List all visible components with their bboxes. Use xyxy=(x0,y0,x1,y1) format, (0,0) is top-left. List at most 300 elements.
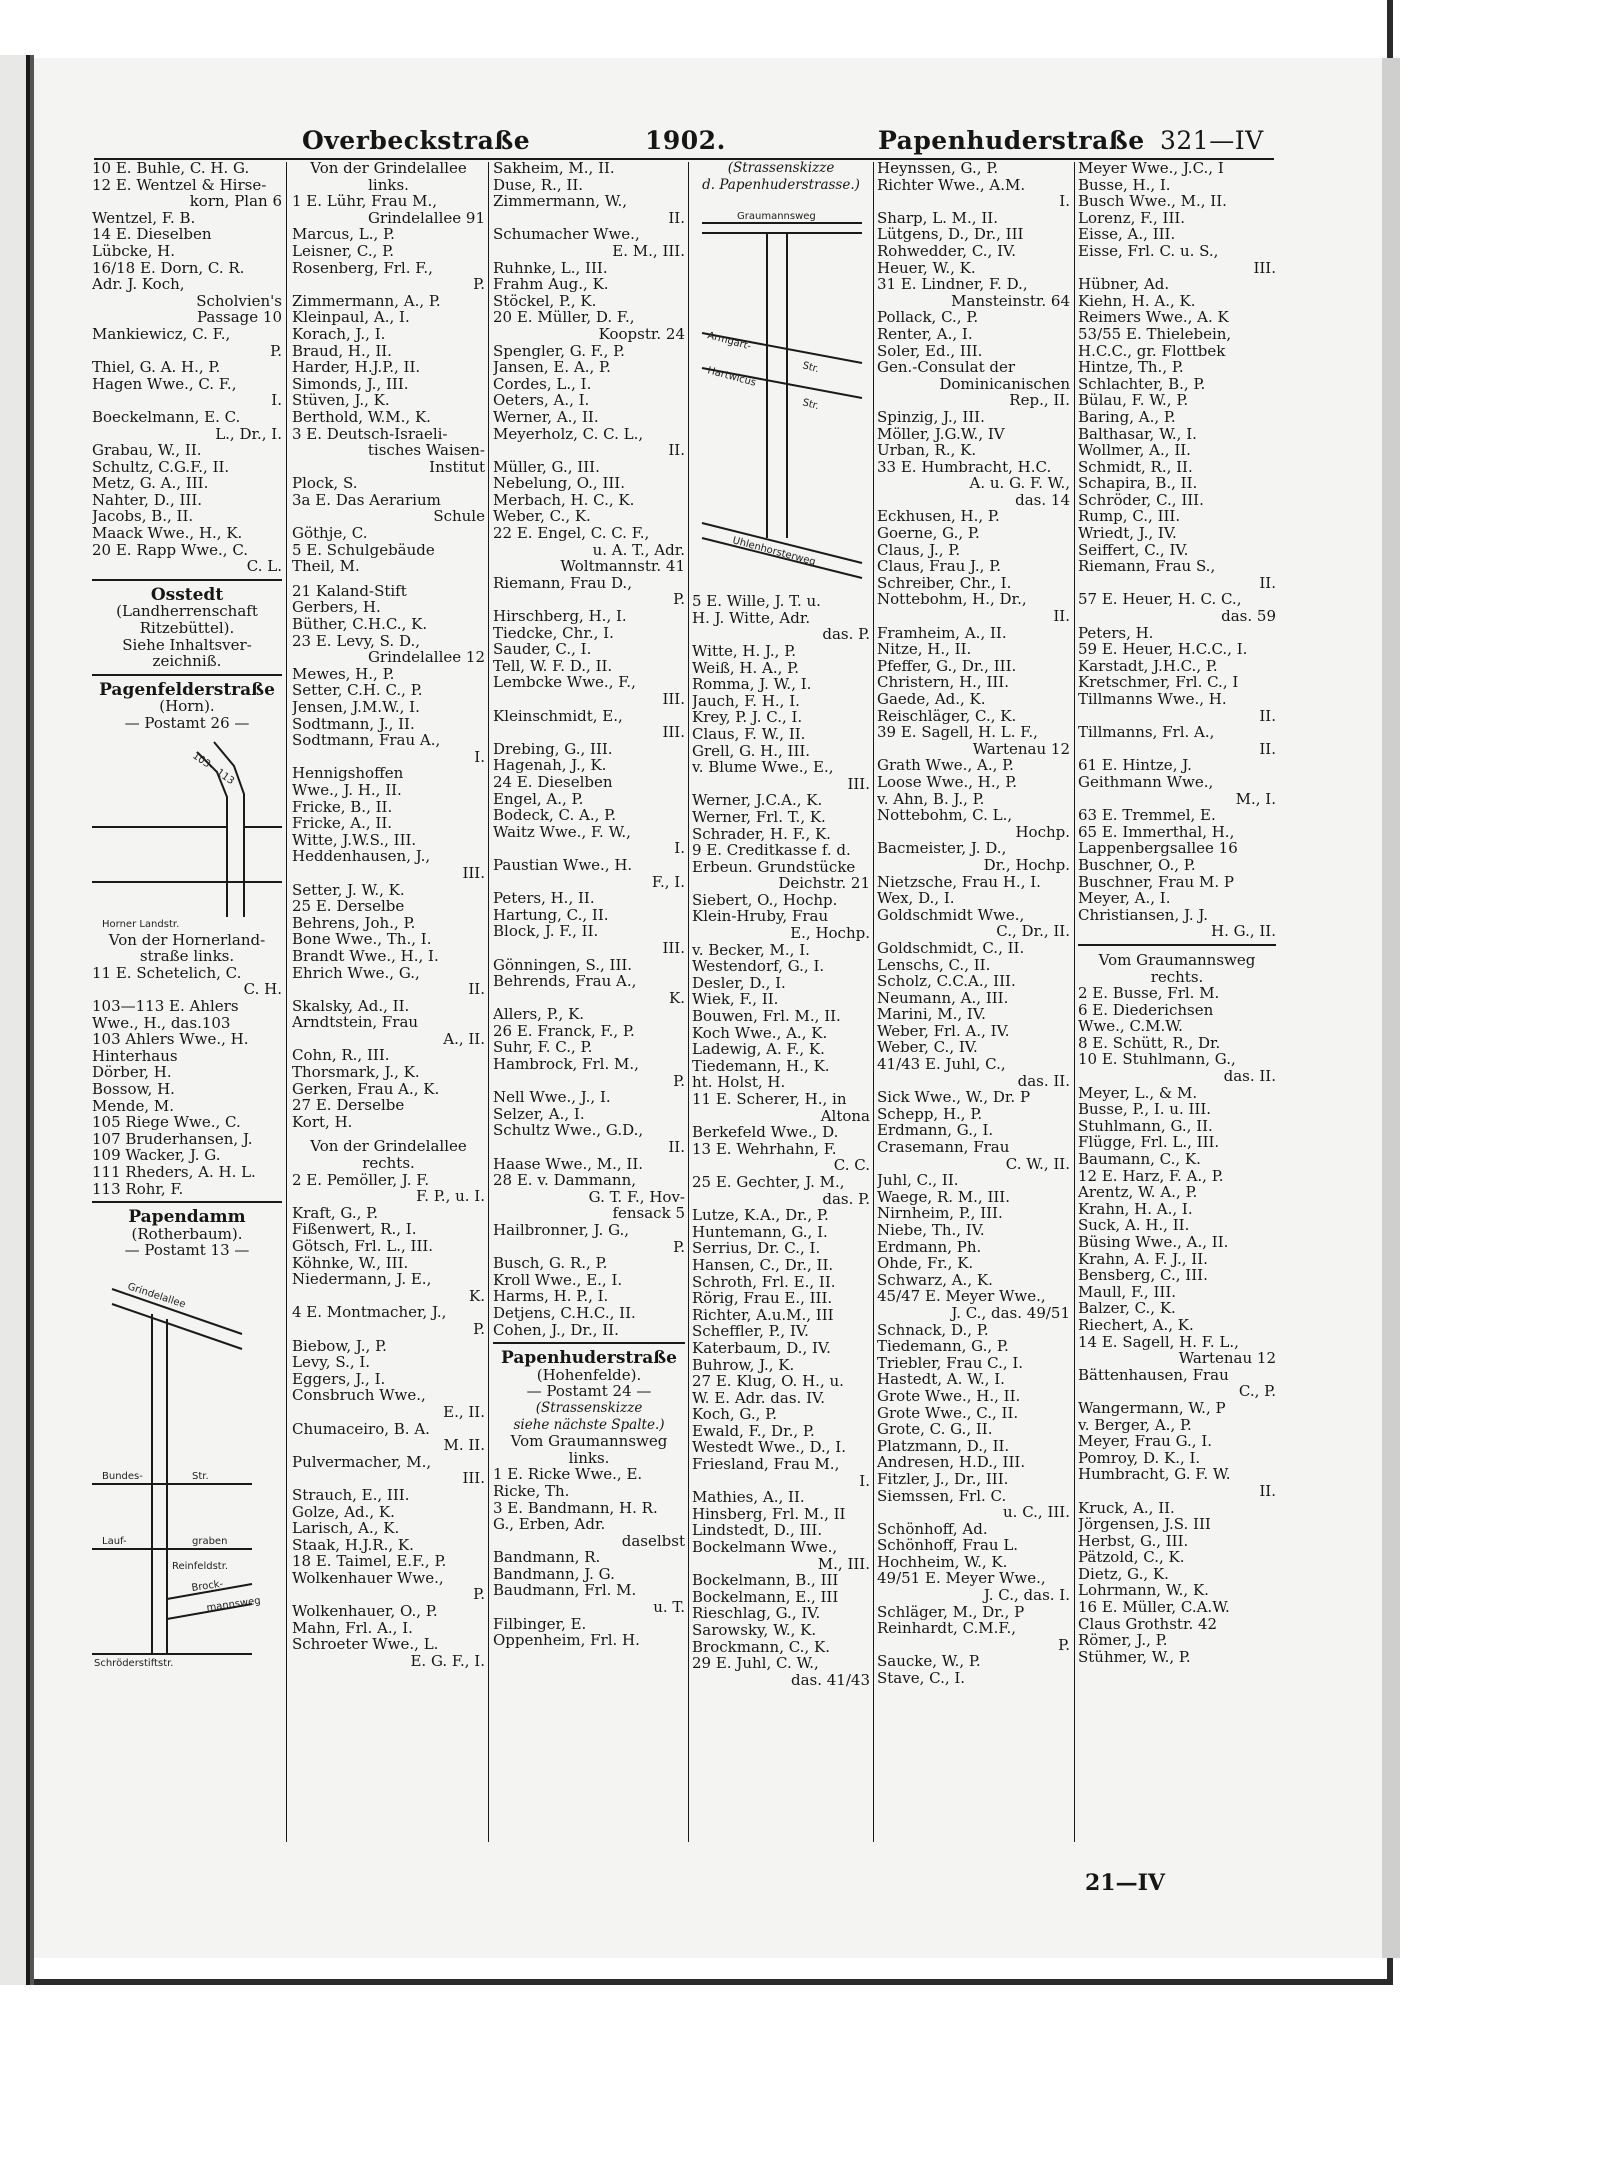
directory-entry: Cordes, L., I. xyxy=(493,374,592,393)
directory-entry: 20 E. Rapp Wwe., C. xyxy=(92,540,249,559)
directory-entry: Stöckel, P., K. xyxy=(493,291,597,310)
centered-note: — Postamt 13 — xyxy=(124,1241,250,1260)
directory-entry: Maack Wwe., H., K. xyxy=(92,524,243,543)
directory-entry: W. E. Adr. das. IV. xyxy=(692,1388,825,1407)
directory-entry: Levy, S., I. xyxy=(292,1353,371,1372)
directory-entry: Setter, J. W., K. xyxy=(292,880,405,899)
centered-note: Vom Graumannsweg xyxy=(1098,950,1256,969)
directory-entry: Boeckelmann, E. C. xyxy=(92,407,241,426)
directory-entry: Rörig, Frau E., III. xyxy=(692,1289,833,1308)
directory-entry: Fricke, A., II. xyxy=(292,814,393,833)
header-left-street: Overbeckstraße xyxy=(302,126,531,155)
directory-entry: Wolkenhauer Wwe., xyxy=(292,1568,444,1587)
directory-entry: Richter Wwe., A.M. xyxy=(877,175,1026,194)
street-label-graumannsweg: Graumannsweg xyxy=(737,211,816,223)
directory-entry: Goldschmidt, C., II. xyxy=(877,938,1025,957)
entry-continuation: K. xyxy=(469,1286,485,1305)
directory-entry: Theil, M. xyxy=(292,557,360,576)
directory-entry: Arentz, W. A., P. xyxy=(1078,1183,1198,1202)
directory-entry: Jacobs, B., II. xyxy=(92,507,194,526)
directory-entry: 3a E. Das Aerarium xyxy=(292,490,441,509)
directory-entry: 41/43 E. Juhl, C., xyxy=(877,1055,1006,1074)
directory-entry: Tillmanns, Frl. A., xyxy=(1078,723,1215,742)
directory-entry: Bossow, H. xyxy=(92,1079,175,1098)
directory-column-5 xyxy=(877,160,1070,1860)
directory-entry: Herbst, G., III. xyxy=(1078,1531,1189,1550)
directory-entry: Marini, M., IV. xyxy=(877,1005,986,1024)
entry-continuation: C. H. xyxy=(243,980,282,999)
directory-entry: Niebe, Th., IV. xyxy=(877,1221,985,1239)
directory-entry: Stuhlmann, G., II. xyxy=(1078,1116,1213,1135)
directory-entry: Sarowsky, W., K. xyxy=(692,1621,817,1639)
directory-entry: Busch Wwe., M., II. xyxy=(1078,192,1227,211)
directory-entry: Westendorf, G., I. xyxy=(692,957,825,976)
column-rule-1 xyxy=(286,162,287,1842)
directory-entry: Kretschmer, Frl. C., I xyxy=(1078,673,1239,692)
directory-entry: Oeters, A., I. xyxy=(493,391,590,410)
sketch-svg-papendamm xyxy=(92,1259,282,1669)
directory-entry: Baring, A., P. xyxy=(1078,407,1176,426)
entry-continuation: E. M., III. xyxy=(612,241,685,260)
directory-entry: 53/55 E. Thielebein, xyxy=(1078,324,1232,343)
directory-entry: Waege, R. M., III. xyxy=(877,1187,1010,1206)
directory-entry: Platzmann, D., II. xyxy=(877,1436,1010,1455)
section-separator xyxy=(493,1342,685,1344)
directory-entry: Krahn, A. F. J., II. xyxy=(1078,1249,1208,1268)
entry-continuation: G. T. F., Hov- xyxy=(588,1187,685,1206)
directory-entry: 20 E. Müller, D. F., xyxy=(493,308,635,327)
entry-continuation: II. xyxy=(1259,739,1276,758)
directory-entry: Wwe., C.M.W. xyxy=(1078,1017,1183,1036)
entry-continuation: das. II. xyxy=(1223,1067,1276,1086)
directory-entry: Ricke, Th. xyxy=(493,1481,570,1500)
directory-entry: Nahter, D., III. xyxy=(92,490,203,509)
centered-note: links. xyxy=(568,1448,610,1467)
directory-entry: Marcus, L., P. xyxy=(292,225,395,244)
directory-entry: Rieschlag, G., IV. xyxy=(692,1604,821,1623)
directory-entry: Scholz, C.C.A., III. xyxy=(877,972,1016,991)
directory-entry: Ewald, F., Dr., P. xyxy=(692,1421,815,1440)
directory-entry: Buhrow, J., K. xyxy=(692,1355,795,1374)
directory-entry: Nietzsche, Frau H., I. xyxy=(877,872,1041,891)
street-sketch-papendamm xyxy=(92,1259,282,1669)
header-right-street: Papenhuderstraße xyxy=(878,126,1145,155)
directory-entry: 61 E. Hintze, J. xyxy=(1078,756,1192,775)
directory-entry: Grote Wwe., C., II. xyxy=(877,1403,1019,1422)
directory-entry: Schroeter Wwe., L. xyxy=(292,1635,439,1654)
directory-entry: Hintze, Th., P. xyxy=(1078,358,1184,377)
directory-entry: 14 E. Dieselben xyxy=(92,225,212,244)
directory-entry: Grabau, W., II. xyxy=(92,441,202,460)
entry-continuation: Deichstr. 21 xyxy=(778,874,870,893)
directory-entry: Setter, C.H. C., P. xyxy=(292,681,423,700)
directory-entry: Peters, H., II. xyxy=(493,889,595,908)
directory-entry: Soler, Ed., III. xyxy=(877,341,983,360)
directory-entry: Gaede, Ad., K. xyxy=(877,690,986,708)
directory-entry: Behrends, Frau A., xyxy=(493,972,637,991)
directory-entry: Niedermann, J. E., xyxy=(292,1270,432,1289)
directory-entry: Allers, P., K. xyxy=(493,1005,585,1024)
entry-continuation: Mansteinstr. 64 xyxy=(951,291,1070,310)
directory-entry: v. Blume Wwe., E., xyxy=(692,758,834,777)
directory-entry: Urban, R., K. xyxy=(877,441,977,460)
directory-entry: Wwe., J. H., II. xyxy=(292,780,402,799)
directory-entry: Bandmann, R. xyxy=(493,1548,601,1567)
directory-entry: 10 E. Stuhlmann, G., xyxy=(1078,1050,1236,1069)
directory-entry: Sodtmann, J., II. xyxy=(292,714,415,733)
header-year: 1902. xyxy=(645,126,726,155)
directory-entry: Hirschberg, H., I. xyxy=(493,607,627,626)
directory-entry: Dörber, H. xyxy=(92,1063,172,1082)
entry-continuation: u. C., III. xyxy=(1003,1503,1070,1522)
directory-entry: Behrens, Joh., P. xyxy=(292,913,416,932)
entry-continuation: das. 59 xyxy=(1221,607,1276,626)
directory-entry: Frahm Aug., K. xyxy=(493,275,609,294)
entry-continuation: Wartenau 12 xyxy=(1178,1349,1276,1368)
directory-entry: Braud, H., II. xyxy=(292,341,392,360)
directory-column-3 xyxy=(493,160,685,1860)
previous-page-edge xyxy=(0,55,30,1985)
directory-entry: Kort, H. xyxy=(292,1112,353,1131)
directory-entry: Brandt Wwe., H., I. xyxy=(292,946,439,965)
directory-entry: Haase Wwe., M., II. xyxy=(493,1154,644,1173)
directory-entry: Riechert, A., K. xyxy=(1078,1315,1194,1334)
directory-entry: 3 E. Bandmann, H. R. xyxy=(493,1498,658,1517)
directory-entry: 49/51 E. Meyer Wwe., xyxy=(877,1569,1046,1588)
directory-entry: Schnack, D., P. xyxy=(877,1320,989,1339)
directory-entry: 27 E. Derselbe xyxy=(292,1096,405,1115)
entry-continuation: das. II. xyxy=(1017,1071,1070,1090)
directory-entry: Stave, C., I. xyxy=(877,1669,966,1688)
directory-entry: Andresen, H.D., III. xyxy=(877,1453,1026,1472)
directory-entry: Framheim, A., II. xyxy=(877,623,1007,642)
directory-entry: Goldschmidt Wwe., xyxy=(877,905,1025,924)
directory-entry: Adr. J. Koch, xyxy=(92,275,185,294)
directory-entry: Wwe., H., das.103 xyxy=(92,1013,231,1032)
directory-entry: 65 E. Immerthal, H., xyxy=(1078,822,1235,841)
entry-continuation: Dominicanischen xyxy=(939,374,1070,393)
directory-entry: G., Erben, Adr. xyxy=(493,1515,606,1534)
directory-entry: Gönningen, S., III. xyxy=(493,955,633,974)
street-sketch-pagenfelder xyxy=(92,732,282,932)
sketch-svg-pagenfelder xyxy=(92,732,282,932)
directory-entry: 25 E. Derselbe xyxy=(292,897,405,916)
directory-entry: H. J. Witte, Adr. xyxy=(692,608,811,627)
directory-entry: Siebert, O., Hochp. xyxy=(692,890,838,909)
entry-continuation: III. xyxy=(847,774,870,793)
directory-entry: Sharp, L. M., II. xyxy=(877,208,998,227)
entry-continuation: M. II. xyxy=(443,1436,485,1455)
directory-entry: Zimmermann, W., xyxy=(493,192,628,211)
entry-continuation: E., II. xyxy=(443,1402,485,1421)
directory-entry: Schumacher Wwe., xyxy=(493,225,640,244)
entry-continuation: P. xyxy=(673,1237,685,1256)
directory-entry: Witte, J.W.S., III. xyxy=(292,830,417,849)
directory-entry: Lübcke, H. xyxy=(92,241,175,260)
directory-entry: Friesland, Frau M., xyxy=(692,1455,840,1474)
directory-entry: Mankiewicz, C. F., xyxy=(92,324,231,343)
directory-entry: Wex, D., I. xyxy=(877,889,955,908)
directory-entry: Block, J. F., II. xyxy=(493,922,599,941)
entry-continuation: II. xyxy=(1259,1481,1276,1500)
centered-note: Von der Grindelallee xyxy=(310,1137,467,1156)
directory-entry: Schröder, C., III. xyxy=(1078,490,1204,509)
directory-entry: Hinterhaus xyxy=(92,1046,178,1065)
directory-entry: Lohrmann, W., K. xyxy=(1078,1581,1209,1600)
directory-entry: Hinsberg, Frl. M., II xyxy=(692,1504,846,1523)
directory-entry: Tell, W. F. D., II. xyxy=(493,656,613,675)
directory-entry: 109 Wacker, J. G. xyxy=(92,1146,221,1165)
footer-page-number: 21—IV xyxy=(1085,1870,1165,1896)
directory-entry: Jensen, J.M.W., I. xyxy=(292,698,420,716)
directory-entry: 12 E. Wentzel & Hirse- xyxy=(92,175,267,194)
directory-entry: 3 E. Deutsch-Israeli- xyxy=(292,424,448,443)
centered-note: — Postamt 26 — xyxy=(124,714,250,732)
directory-column-2 xyxy=(292,160,485,1860)
directory-entry: Berthold, W.M., K. xyxy=(292,407,431,426)
directory-entry: Lutze, K.A., Dr., P. xyxy=(692,1206,829,1225)
directory-entry: Hochheim, W., K. xyxy=(877,1552,1008,1571)
column-rule-5 xyxy=(1074,162,1075,1842)
directory-entry: Siemssen, Frl. C. xyxy=(877,1486,1007,1505)
directory-column-6 xyxy=(1078,160,1276,1860)
directory-entry: Golze, Ad., K. xyxy=(292,1502,395,1521)
column-rule-3 xyxy=(688,162,689,1842)
directory-entry: v. Becker, M., I. xyxy=(692,940,810,959)
entry-continuation: Wartenau 12 xyxy=(972,739,1070,758)
entry-continuation: E., Hochp. xyxy=(790,924,870,943)
entry-continuation: III. xyxy=(662,690,685,708)
directory-entry: Baumann, C., K. xyxy=(1078,1150,1201,1169)
directory-entry: Nell Wwe., J., I. xyxy=(493,1088,611,1107)
directory-entry: Lappenbergsallee 16 xyxy=(1078,839,1238,858)
sketch-svg-papenhuder xyxy=(692,193,870,593)
directory-entry: Pätzold, C., K. xyxy=(1078,1548,1185,1567)
street-label-grindelallee: Grindelallee xyxy=(126,1281,187,1311)
entry-continuation: H. G., II. xyxy=(1211,922,1276,941)
entry-continuation: C. C. xyxy=(833,1156,870,1175)
directory-entry: 6 E. Diederichsen xyxy=(1078,1000,1214,1019)
directory-entry: 9 E. Creditkasse f. d. xyxy=(692,841,851,860)
directory-entry: Suck, A. H., II. xyxy=(1078,1216,1190,1235)
page-gutter xyxy=(30,55,34,1985)
street-label-armgart: Armgart- xyxy=(706,330,753,353)
directory-entry: Ladewig, A. F., K. xyxy=(692,1040,825,1059)
entry-continuation: Dr., Hochp. xyxy=(983,855,1070,874)
centered-note: (Hohenfelde). xyxy=(536,1365,642,1384)
entry-continuation: E. G. F., I. xyxy=(410,1651,485,1670)
directory-entry: Hartung, C., II. xyxy=(493,905,609,924)
directory-entry: Balthasar, W., I. xyxy=(1078,424,1197,443)
directory-entry: Jauch, F. H., I. xyxy=(692,691,800,710)
directory-entry: Hagenah, J., K. xyxy=(493,756,607,775)
directory-entry: Thiel, G. A. H., P. xyxy=(92,358,221,377)
entry-continuation: J. C., das. I. xyxy=(983,1586,1070,1605)
directory-entry: Hennigshoffen xyxy=(292,764,404,783)
directory-entry: Eggers, J., I. xyxy=(292,1369,386,1388)
directory-entry: Fricke, B., II. xyxy=(292,797,393,816)
directory-entry: Mewes, H., P. xyxy=(292,664,395,683)
directory-entry: 14 E. Sagell, H. F. L., xyxy=(1078,1332,1239,1351)
directory-entry: Cohn, R., III. xyxy=(292,1046,390,1065)
directory-entry: Schapira, B., II. xyxy=(1078,474,1198,493)
directory-entry: v. Berger, A., P. xyxy=(1078,1415,1192,1434)
directory-entry: Pulvermacher, M., xyxy=(292,1452,432,1471)
directory-entry: Bockelmann, E., III xyxy=(692,1587,839,1606)
directory-entry: Sauder, C., I. xyxy=(493,640,592,659)
centered-note: (Landherrenschaft xyxy=(116,602,258,621)
entry-continuation: III. xyxy=(662,938,685,957)
street-label-graben: graben xyxy=(192,1535,228,1547)
directory-entry: Westedt Wwe., D., I. xyxy=(692,1438,846,1457)
directory-entry: 107 Bruderhansen, J. xyxy=(92,1129,253,1148)
directory-entry: Goerne, G., P. xyxy=(877,524,980,543)
entry-continuation: I. xyxy=(674,839,685,858)
entry-continuation: L., Dr., I. xyxy=(215,424,282,443)
directory-entry: 59 E. Heuer, H.C.C., I. xyxy=(1078,640,1248,659)
directory-entry: Möller, J.G.W., IV xyxy=(877,424,1005,443)
directory-entry: Rosenberg, Frl. F., xyxy=(292,258,433,277)
directory-entry: Strauch, E., III. xyxy=(292,1485,410,1504)
directory-entry: Klein-Hruby, Frau xyxy=(692,907,829,926)
directory-entry: Mende, M. xyxy=(92,1096,175,1115)
directory-entry: Scheffler, P., IV. xyxy=(692,1322,809,1341)
directory-entry: 11 E. Scherer, H., in xyxy=(692,1090,847,1108)
directory-entry: Selzer, A., I. xyxy=(493,1104,585,1123)
section-separator xyxy=(92,1201,282,1203)
entry-continuation: III. xyxy=(1253,258,1276,277)
directory-entry: Schlachter, B., P. xyxy=(1078,374,1206,393)
directory-entry: Paustian Wwe., H. xyxy=(493,855,633,874)
directory-entry: Merbach, H. C., K. xyxy=(493,490,635,509)
directory-entry: Juhl, C., II. xyxy=(877,1171,959,1190)
directory-entry: 39 E. Sagell, H. L. F., xyxy=(877,723,1038,742)
directory-entry: Werner, A., II. xyxy=(493,407,599,426)
directory-entry: Tiedcke, Chr., I. xyxy=(493,623,614,642)
directory-entry: Krey, P. J. C., I. xyxy=(692,708,803,727)
directory-entry: Göthje, C. xyxy=(292,524,368,543)
directory-entry: Meyer, L., & M. xyxy=(1078,1083,1198,1102)
directory-entry: Neumann, A., III. xyxy=(877,988,1009,1007)
directory-entry: 5 E. Schulgebäude xyxy=(292,540,435,559)
directory-entry: Schultz, C.G.F., II. xyxy=(92,457,230,476)
centered-note: straße links. xyxy=(139,947,235,966)
directory-entry: Lembcke Wwe., F., xyxy=(493,673,636,692)
directory-entry: Romma, J. W., I. xyxy=(692,675,812,694)
directory-entry: Renter, A., I. xyxy=(877,324,973,343)
directory-entry: Lenschs, C., II. xyxy=(877,955,991,974)
directory-entry: Schläger, M., Dr., P xyxy=(877,1602,1025,1621)
directory-entry: Kroll Wwe., E., I. xyxy=(493,1270,623,1289)
section-separator xyxy=(1078,944,1276,946)
entry-continuation: Institut xyxy=(429,457,485,476)
directory-entry: Bacmeister, J. D., xyxy=(877,839,1007,858)
directory-entry: Stüven, J., K. xyxy=(292,391,390,410)
directory-entry: Weber, C., K. xyxy=(493,507,591,526)
house-number-label: 103—113 xyxy=(190,750,237,787)
directory-entry: 8 E. Schütt, R., Dr. xyxy=(1078,1033,1221,1052)
directory-entry: Schrader, H. F., K. xyxy=(692,824,831,843)
directory-entry: Götsch, Frl. L., III. xyxy=(292,1237,434,1255)
directory-entry: Spengler, G. F., P. xyxy=(493,341,625,360)
entry-continuation: P. xyxy=(673,1071,685,1090)
directory-entry: Mahn, Frl. A., I. xyxy=(292,1618,413,1637)
column-rule-4 xyxy=(873,162,874,1842)
directory-entry: 28 E. v. Dammann, xyxy=(493,1171,637,1190)
directory-entry: Claus, Frau J., P. xyxy=(877,557,1002,576)
directory-entry: Eckhusen, H., P. xyxy=(877,507,1000,526)
street-heading: Pagenfelderstraße xyxy=(99,679,275,700)
directory-entry: Skalsky, Ad., II. xyxy=(292,996,410,1015)
directory-entry: Rohwedder, C., IV. xyxy=(877,241,1016,260)
directory-entry: Consbruch Wwe., xyxy=(292,1386,426,1405)
directory-entry: Huntemann, G., I. xyxy=(692,1222,828,1241)
centered-note: Ritzebüttel). xyxy=(139,619,235,638)
entry-continuation: C., Dr., II. xyxy=(996,922,1070,941)
street-label-lauf: Lauf- xyxy=(102,1535,127,1547)
entry-continuation: Altona xyxy=(820,1106,870,1125)
directory-entry: Bülau, F. W., P. xyxy=(1078,391,1189,410)
street-sketch-papenhuder xyxy=(692,193,870,593)
directory-entry: 16/18 E. Dorn, C. R. xyxy=(92,258,245,277)
directory-entry: Bandmann, J. G. xyxy=(493,1564,615,1583)
directory-entry: Hübner, Ad. xyxy=(1078,275,1170,294)
directory-entry: 31 E. Lindner, F. D., xyxy=(877,275,1028,294)
directory-entry: Heddenhausen, J., xyxy=(292,847,431,866)
directory-entry: Bättenhausen, Frau xyxy=(1078,1365,1229,1384)
directory-entry: H.C.C., gr. Flottbek xyxy=(1078,341,1226,360)
column-rule-2 xyxy=(488,162,489,1842)
directory-entry: Reinhardt, C.M.F., xyxy=(877,1619,1017,1638)
directory-entry: Spinzig, J., III. xyxy=(877,407,985,426)
directory-entry: Richter, A.u.M., III xyxy=(692,1305,834,1324)
directory-entry: Engel, A., P. xyxy=(493,789,584,808)
directory-entry: Schmidt, R., II. xyxy=(1078,457,1193,476)
directory-entry: Detjens, C.H.C., II. xyxy=(493,1303,636,1322)
directory-entry: Meyer, A., I. xyxy=(1078,889,1171,908)
directory-entry: Nottebohm, C. L., xyxy=(877,806,1013,825)
entry-continuation: III. xyxy=(462,863,485,882)
directory-entry: Krahn, H. A., I. xyxy=(1078,1199,1193,1218)
directory-entry: Schönhoff, Frau L. xyxy=(877,1536,1019,1555)
directory-entry: Eisse, Frl. C. u. S., xyxy=(1078,241,1219,260)
directory-entry: Pollack, C., P. xyxy=(877,308,979,327)
directory-entry: Tillmanns Wwe., H. xyxy=(1078,690,1227,708)
directory-entry: Fißenwert, R., I. xyxy=(292,1220,417,1239)
directory-entry: Filbinger, E. xyxy=(493,1614,587,1633)
directory-entry: 63 E. Tremmel, E. xyxy=(1078,806,1216,825)
street-label-hartwicus: Hartwicus xyxy=(706,365,758,389)
italic-note: (Strassenskizze xyxy=(535,1399,643,1416)
directory-entry: Wentzel, F. B. xyxy=(92,208,196,227)
directory-entry: Sick Wwe., W., Dr. P xyxy=(877,1088,1031,1107)
entry-continuation: P. xyxy=(473,1319,485,1338)
directory-entry: Schwarz, A., K. xyxy=(877,1270,993,1289)
directory-entry: Lorenz, F., III. xyxy=(1078,208,1186,227)
entry-continuation: tisches Waisen- xyxy=(367,441,485,460)
directory-entry: Hambrock, Frl. M., xyxy=(493,1055,639,1074)
entry-continuation: fensack 5 xyxy=(612,1204,685,1223)
directory-entry: Serrius, Dr. C., I. xyxy=(692,1239,821,1258)
entry-continuation: C. L. xyxy=(246,557,282,576)
entry-continuation: das. P. xyxy=(822,1189,870,1208)
directory-entry: Wangermann, W., P xyxy=(1078,1398,1226,1417)
directory-entry: Meyerholz, C. C. L., xyxy=(493,424,644,443)
street-label-bottom: Schröderstiftstr. xyxy=(94,1657,174,1669)
entry-continuation: F. P., u. I. xyxy=(416,1187,485,1206)
entry-continuation: Hochp. xyxy=(1015,822,1070,841)
entry-continuation: Schule xyxy=(433,507,485,526)
